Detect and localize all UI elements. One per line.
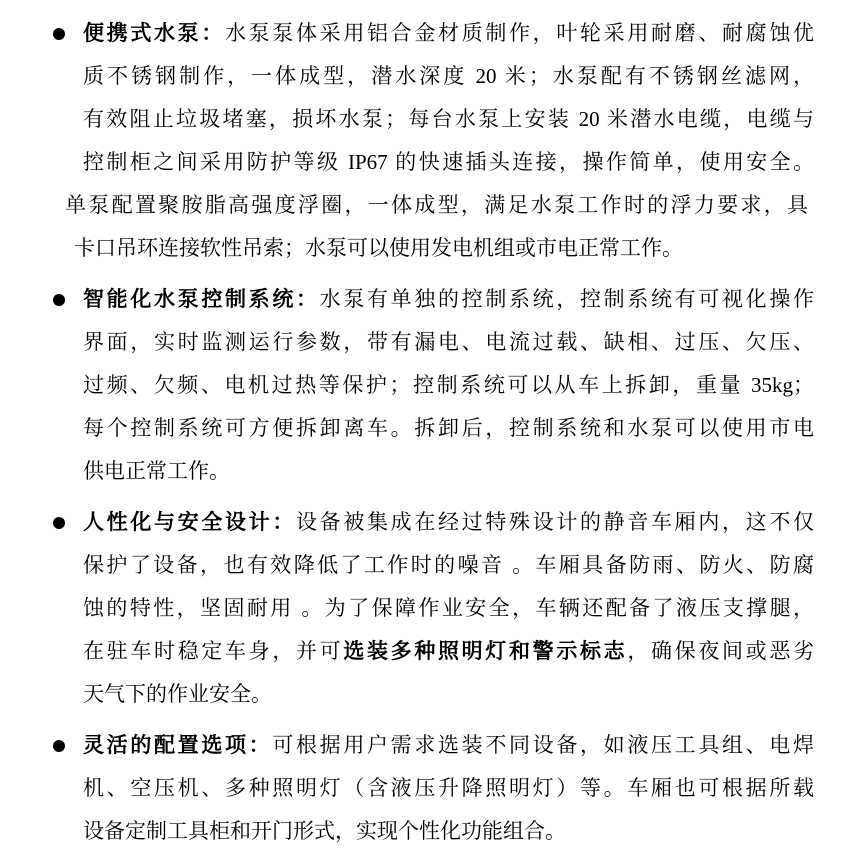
- text-segment: 有效阻止垃圾堵塞，损坏水泵；每台水泵上安装 20 米潜水电缆，电缆与: [83, 107, 814, 131]
- text-segment: 蚀的特性，坚固耐用 。为了保障作业安全，车辆还配备了液压支撑腿，: [83, 596, 814, 620]
- list-item: [53, 12, 814, 270]
- text-segment: 机、空压机、多种照明灯（含液压升降照明灯）等。车厢也可根据所载: [83, 776, 814, 800]
- text-line: [83, 98, 814, 141]
- text-segment: 设备定制工具柜和开门形式，实现个性化功能组合。: [83, 819, 566, 843]
- list-item: [53, 501, 814, 716]
- text-line: [83, 587, 814, 630]
- bullet-icon: [53, 740, 65, 752]
- text-line: [83, 278, 814, 321]
- text-segment: 供电正常工作。: [83, 459, 230, 483]
- bullet-cell: [53, 724, 83, 853]
- item-content: [83, 724, 814, 853]
- text-line: [83, 141, 814, 184]
- text-segment: 水泵有单独的控制系统，控制系统有可视化操作: [319, 287, 814, 311]
- item-label: 人性化与安全设计：: [83, 510, 296, 534]
- text-segment: 每个控制系统可方便拆卸离车。拆卸后，控制系统和水泵可以使用市电: [83, 416, 814, 440]
- text-segment: 过频、欠频、电机过热等保护；控制系统可以从车上拆卸，重量 35kg；: [83, 373, 814, 397]
- text-line: [74, 227, 814, 270]
- bullet-icon: [53, 28, 65, 40]
- text-line: [83, 501, 814, 544]
- bullet-list: [53, 12, 814, 853]
- item-content: [83, 501, 814, 716]
- text-line: [83, 321, 814, 364]
- text-segment: 单泵配置聚胺脂高强度浮圈，一体成型，满足水泵工作时的浮力要求，具: [65, 193, 808, 217]
- text-line: [83, 673, 814, 716]
- text-line: [83, 544, 814, 587]
- text-line: [83, 810, 814, 853]
- text-line: [83, 55, 814, 98]
- bullet-cell: [53, 278, 83, 493]
- text-line: [83, 724, 814, 767]
- text-segment: 设备被集成在经过特殊设计的静音车厢内，这不仅: [296, 510, 814, 534]
- bullet-icon: [53, 294, 65, 306]
- item-label: 便携式水泵：: [83, 21, 225, 45]
- text-line: [83, 630, 814, 673]
- text-line: [83, 364, 814, 407]
- text-line: [83, 407, 814, 450]
- text-segment: 选装多种照明灯和警示标志: [343, 639, 628, 663]
- item-content: [65, 12, 814, 270]
- bullet-cell: [53, 12, 83, 270]
- text-segment: 可根据用户需求选装不同设备，如液压工具组、电焊: [272, 733, 814, 757]
- text-line: [65, 184, 808, 227]
- text-segment: 保护了设备，也有效降低了工作时的噪音 。车厢具备防雨、防火、防腐: [83, 553, 814, 577]
- item-content: [83, 278, 814, 493]
- text-line: [83, 767, 814, 810]
- list-item: [53, 724, 814, 853]
- bullet-icon: [53, 517, 65, 529]
- text-segment: 在驻车时稳定车身，并可: [83, 639, 344, 663]
- list-item: [53, 278, 814, 493]
- text-segment: 控制柜之间采用防护等级 IP67 的快速插头连接，操作简单，使用安全。: [83, 150, 814, 174]
- bullet-cell: [53, 501, 83, 716]
- text-segment: 水泵泵体采用铝合金材质制作，叶轮采用耐磨、耐腐蚀优: [225, 21, 814, 45]
- text-segment: 质不锈钢制作，一体成型，潜水深度 20 米；水泵配有不锈钢丝滤网，: [83, 64, 814, 88]
- text-line: [83, 12, 814, 55]
- text-segment: ，确保夜间或恶劣: [627, 639, 814, 663]
- text-segment: 天气下的作业安全。: [83, 682, 272, 706]
- text-segment: 界面，实时监测运行参数，带有漏电、电流过载、缺相、过压、欠压、: [83, 330, 814, 354]
- text-line: [83, 450, 814, 493]
- item-label: 智能化水泵控制系统：: [83, 287, 320, 311]
- text-segment: 卡口吊环连接软性吊索；水泵可以使用发电机组或市电正常工作。: [74, 236, 683, 260]
- item-label: 灵活的配置选项：: [83, 733, 273, 757]
